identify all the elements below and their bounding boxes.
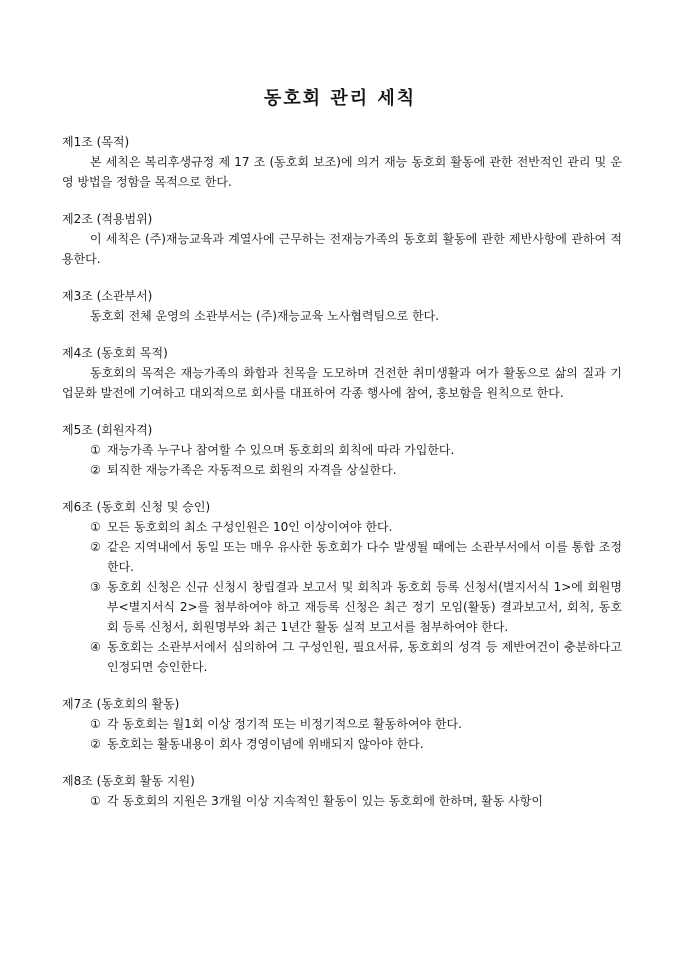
article-heading: 제8조 (동호회 활동 지원)	[62, 774, 195, 788]
clause-list	[62, 517, 622, 677]
clause-item	[62, 734, 622, 754]
clause-item	[62, 517, 622, 537]
clause-number: ①	[90, 443, 101, 457]
article-6	[62, 497, 622, 677]
article-4	[62, 343, 622, 403]
clause-item	[62, 637, 622, 677]
clause-number: ②	[90, 463, 101, 477]
clause-list	[62, 440, 622, 480]
clause-text: 각 동호회는 월1회 이상 정기적 또는 비정기적으로 활동하여야 한다.	[107, 717, 462, 731]
clause-text: 퇴직한 재능가족은 자동적으로 회원의 자격을 상실한다.	[107, 463, 397, 477]
clause-number: ①	[90, 794, 101, 808]
article-7	[62, 694, 622, 754]
article-text: 이 세칙은 (주)재능교육과 계열사에 근무하는 전재능가족의 동호회 활동에 관한 제반사항에 관하여 적용한다.	[62, 232, 622, 266]
clause-text: 같은 지역내에서 동일 또는 매우 유사한 동호회가 다수 발생될 때에는 소관부서에서 이를 통합 조정한다.	[107, 540, 622, 574]
clause-text: 동호회는 활동내용이 회사 경영이념에 위배되지 않아야 한다.	[107, 737, 424, 751]
article-text: 본 세칙은 복리후생규정 제 17 조 (동호회 보조)에 의거 재능 동호회 활동에 관한 전반적인 관리 및 운영 방법을 정함을 목적으로 한다.	[62, 155, 622, 189]
clause-list	[62, 714, 622, 754]
article-heading: 제7조 (동호회의 활동)	[62, 697, 180, 711]
clause-text: 재능가족 누구나 참여할 수 있으며 동호회의 회칙에 따라 가입한다.	[107, 443, 455, 457]
article-list	[62, 132, 622, 828]
article-heading: 제5조 (회원자격)	[62, 423, 153, 437]
clause-list	[62, 791, 622, 811]
clause-item	[62, 537, 622, 577]
article-2	[62, 209, 622, 269]
clause-number: ①	[90, 520, 101, 534]
clause-number: ②	[90, 737, 101, 751]
document-title: 동호회 관리 세칙	[263, 88, 417, 109]
article-heading: 제4조 (동호회 목적)	[62, 346, 168, 360]
clause-item	[62, 714, 622, 734]
article-heading: 제2조 (적용범위)	[62, 212, 153, 226]
article-text: 동호회 전체 운영의 소관부서는 (주)재능교육 노사협력팀으로 한다.	[90, 309, 440, 323]
clause-item	[62, 440, 622, 460]
article-8	[62, 771, 622, 811]
article-heading: 제6조 (동호회 신청 및 승인)	[62, 500, 211, 514]
article-heading: 제3조 (소관부서)	[62, 289, 153, 303]
article-heading: 제1조 (목적)	[62, 135, 130, 149]
clause-text: 각 동호회의 지원은 3개월 이상 지속적인 활동이 있는 동호회에 한하며, 활동 사항이	[107, 794, 543, 808]
clause-item	[62, 577, 622, 637]
clause-text: 모든 동호회의 최소 구성인원은 10인 이상이여야 한다.	[107, 520, 393, 534]
clause-item	[62, 460, 622, 480]
clause-item	[62, 791, 622, 811]
clause-text: 동호회는 소관부서에서 심의하여 그 구성인원, 필요서류, 동호회의 성격 등 제반여건이 충분하다고 인정되면 승인한다.	[107, 640, 622, 674]
article-5	[62, 420, 622, 480]
clause-number: ③	[90, 580, 101, 594]
article-1	[62, 132, 622, 192]
clause-number: ①	[90, 717, 101, 731]
clause-text: 동호회 신청은 신규 신청시 창립결과 보고서 및 회칙과 동호회 등록 신청서(별지서식 1>에 회원명부<별지서식 2>를 첨부하여야 하고 재등록 신청은 최근 정기 모임(활동) 결과보고서, 회칙, 동호회 등록 신청서, 회원명부와 최근 1년간 활동 실적 보고서를 첨부하여야 한다.	[107, 580, 622, 634]
article-text: 동호회의 목적은 재능가족의 화합과 친목을 도모하며 건전한 취미생활과 여가 활동으로 삶의 질과 기업문화 발전에 기여하고 대외적으로 회사를 대표하여 각종 행사에 참여, 홍보함을 원칙으로 한다.	[62, 366, 622, 400]
clause-number: ④	[90, 640, 101, 654]
clause-number: ②	[90, 540, 101, 554]
article-3	[62, 286, 622, 326]
